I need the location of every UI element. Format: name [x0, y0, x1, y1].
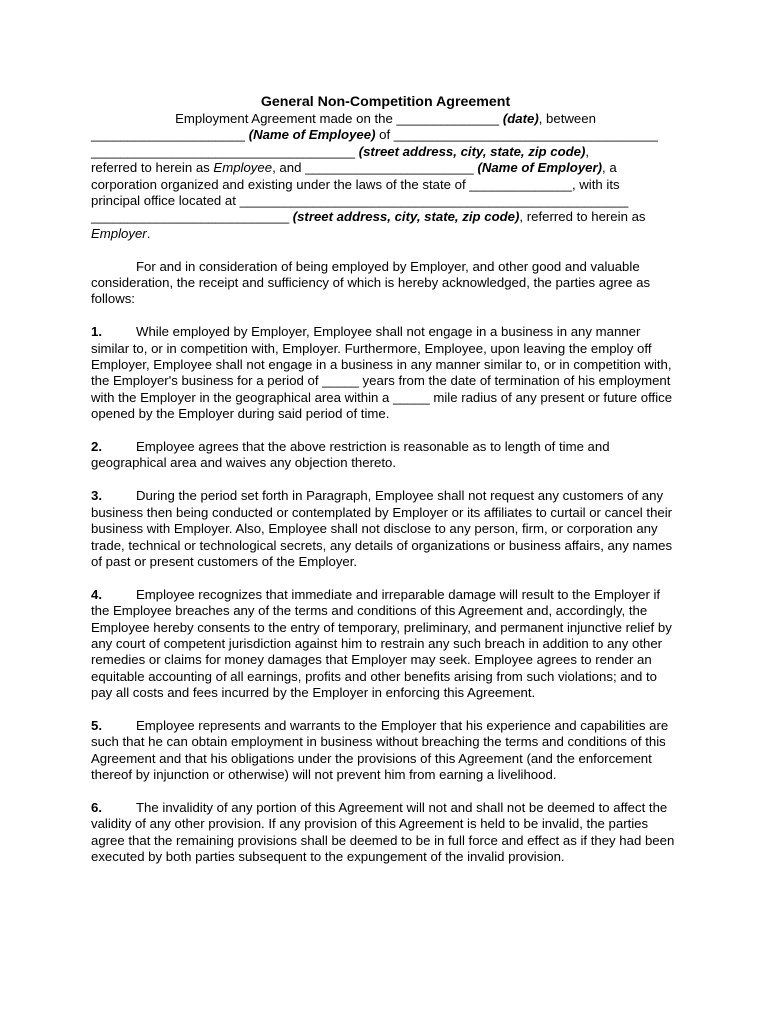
- clause-2: [91, 439, 680, 472]
- clause-1: [91, 324, 680, 422]
- employer-term: Employer: [91, 225, 147, 241]
- intro-line-5: corporation organized and existing under the laws of the state of ______________, with its: [91, 176, 620, 192]
- intro-text: , between: [538, 111, 596, 126]
- intro-text: ,: [585, 143, 590, 159]
- employee-name-label: (Name of Employee): [248, 127, 376, 143]
- clause-number: 1.: [91, 324, 102, 340]
- intro-line-1: [91, 111, 680, 127]
- intro-line-2: [91, 127, 680, 143]
- clause-text: Employee represents and warrants to the Employer that his experience and capabilities are such that he can obtain employment in business without breaching the terms and conditions of this Agreement and that his obligations under the provisions of this Agreement (and the enforcement thereof by injunction or otherwise) will not prevent him from earning a livelihood.: [91, 717, 669, 783]
- date-label: (date): [502, 111, 539, 126]
- clause-3: [91, 488, 680, 570]
- employee-address-label: (street address, city, state, zip code): [358, 143, 586, 159]
- clause-number: 4.: [91, 586, 102, 602]
- clause-4: [91, 587, 680, 702]
- intro-text: , and _______________________: [272, 160, 478, 176]
- intro-text: referred to herein as: [91, 160, 214, 176]
- employer-name-label: (Name of Employer): [477, 160, 603, 176]
- clause-5: [91, 718, 680, 784]
- clause-text: While employed by Employer, Employee shall not engage in a business in any manner similar to, or in competition with, Employer. Furthermore, Employee, upon leaving the employ off Employer, Employee shall not engage in a business in any manner similar to, or in competition with, the Employer's business for a period of _____ years from the date of termination of his employment with the Employer in the geographical area within a _____ mile radius of any present or future office opened by the Employer during said period of time.: [91, 324, 673, 422]
- document-title: General Non-Competition Agreement: [260, 94, 511, 110]
- employer-address-label: (street address, city, state, zip code): [292, 209, 520, 225]
- document-page: [91, 94, 680, 866]
- clause-text: Employee agrees that the above restriction is reasonable as to length of time and geographical area and waives any objection thereto.: [91, 439, 610, 471]
- intro-line-4: [91, 160, 680, 176]
- intro-line-3: [91, 144, 680, 160]
- consideration-text: For and in consideration of being employed by Employer, and other good and valuable consideration, the receipt and sufficiency of which is hereby acknowledged, the parties agree as follows:: [91, 258, 651, 307]
- clause-number: 3.: [91, 488, 102, 504]
- clause-6: [91, 800, 680, 866]
- clause-number: 2.: [91, 439, 102, 455]
- intro-text: , a: [602, 160, 617, 176]
- intro-block: [91, 111, 680, 242]
- consideration-paragraph: [91, 259, 680, 308]
- intro-line-6: principal office located at _____________________________________________________: [91, 193, 629, 209]
- employee-term: Employee: [213, 160, 273, 176]
- blank-line: ____________________________________: [91, 143, 359, 159]
- intro-text: , referred to herein as: [519, 209, 646, 225]
- intro-text: of ____________________________________: [375, 127, 658, 143]
- intro-text: Employment Agreement made on the ______________: [175, 111, 503, 126]
- blank-line: _____________________: [91, 127, 249, 143]
- clause-number: 6.: [91, 799, 102, 815]
- clause-number: 5.: [91, 717, 102, 733]
- clause-text: During the period set forth in Paragraph, Employee shall not request any customers of any business then being conducted or contemplated by Employer or its affiliates to curtail or cancel their business with Employer. Also, Employee shall not disclose to any person, firm, or corporation any trade, technical or technological secrets, any details of organizations or business affairs, any names of past or present customers of the Employer.: [91, 488, 673, 569]
- clause-text: The invalidity of any portion of this Agreement will not and shall not be deemed to affect the validity of any other provision. If any provision of this Agreement is held to be invalid, the parties agree that the remaining provisions shall be deemed to be in full force and effect as if they had been executed by both parties subsequent to the expungement of the invalid provision.: [91, 799, 675, 865]
- intro-line-7: [91, 209, 680, 225]
- clause-text: Employee recognizes that immediate and irreparable damage will result to the Employer if the Employee breaches any of the terms and conditions of this Agreement and, accordingly, the Employee hereby consents to the entry of temporary, preliminary, and permanent injunctive relief by any court of competent jurisdiction against him to restrain any such breach in addition to any other remedies or claims for money damages that Employer may seek. Employee agrees to render an equitable accounting of all earnings, profits and other benefits arising from such violations; and to pay all costs and fees incurred by the Employer in enforcing this Agreement.: [91, 586, 672, 701]
- blank-line: ___________________________: [91, 209, 293, 225]
- intro-line-8: [91, 226, 680, 242]
- intro-text: .: [146, 225, 151, 241]
